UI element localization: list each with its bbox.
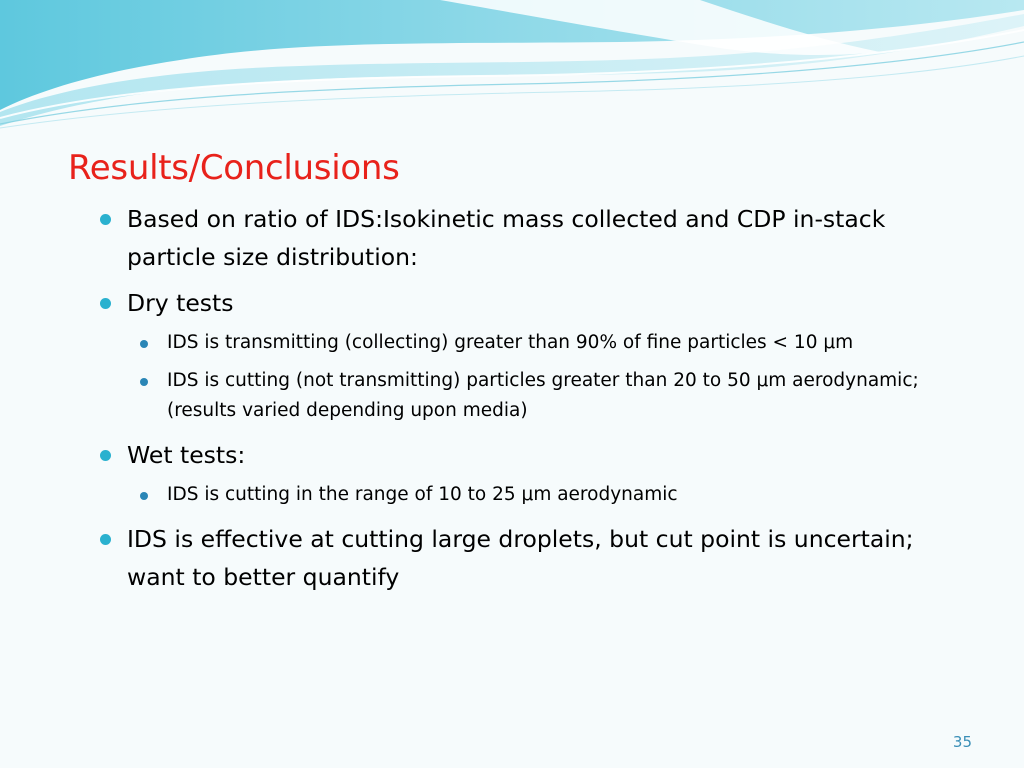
bullet-item xyxy=(100,436,930,474)
sub-bullet-text: IDS is cutting in the range of 10 to 25 μm aerodynamic xyxy=(167,484,678,505)
sub-bullet-dot-icon xyxy=(140,492,148,500)
bullet-text: Dry tests xyxy=(127,289,234,317)
bullet-dot-icon xyxy=(100,298,111,309)
sub-bullet-list xyxy=(100,480,930,510)
bullet-item xyxy=(100,200,930,276)
bullet-dot-icon xyxy=(100,214,111,225)
bullet-text: Wet tests: xyxy=(127,441,246,469)
sub-bullet-list xyxy=(100,328,930,426)
bullet-item xyxy=(100,284,930,322)
bullet-text: IDS is effective at cutting large droplets, but cut point is uncertain; want to better quantify xyxy=(127,525,914,591)
slide-title: Results/Conclusions xyxy=(68,148,400,188)
sub-bullet-text: IDS is transmitting (collecting) greater than 90% of fine particles < 10 μm xyxy=(167,332,854,353)
bullet-text: Based on ratio of IDS:Isokinetic mass collected and CDP in-stack particle size distribution: xyxy=(127,205,886,271)
wave-header-decoration xyxy=(0,0,1024,130)
sub-bullet-text: IDS is cutting (not transmitting) particles greater than 20 to 50 μm aerodynamic; (results varied depending upon media) xyxy=(167,370,919,421)
bullet-list xyxy=(100,200,930,604)
bullet-item xyxy=(100,520,930,596)
sub-bullet-dot-icon xyxy=(140,378,148,386)
sub-bullet-item xyxy=(140,366,930,426)
bullet-dot-icon xyxy=(100,450,111,461)
sub-bullet-item xyxy=(140,328,930,358)
bullet-dot-icon xyxy=(100,534,111,545)
page-number: 35 xyxy=(952,733,972,751)
sub-bullet-dot-icon xyxy=(140,340,148,348)
sub-bullet-item xyxy=(140,480,930,510)
